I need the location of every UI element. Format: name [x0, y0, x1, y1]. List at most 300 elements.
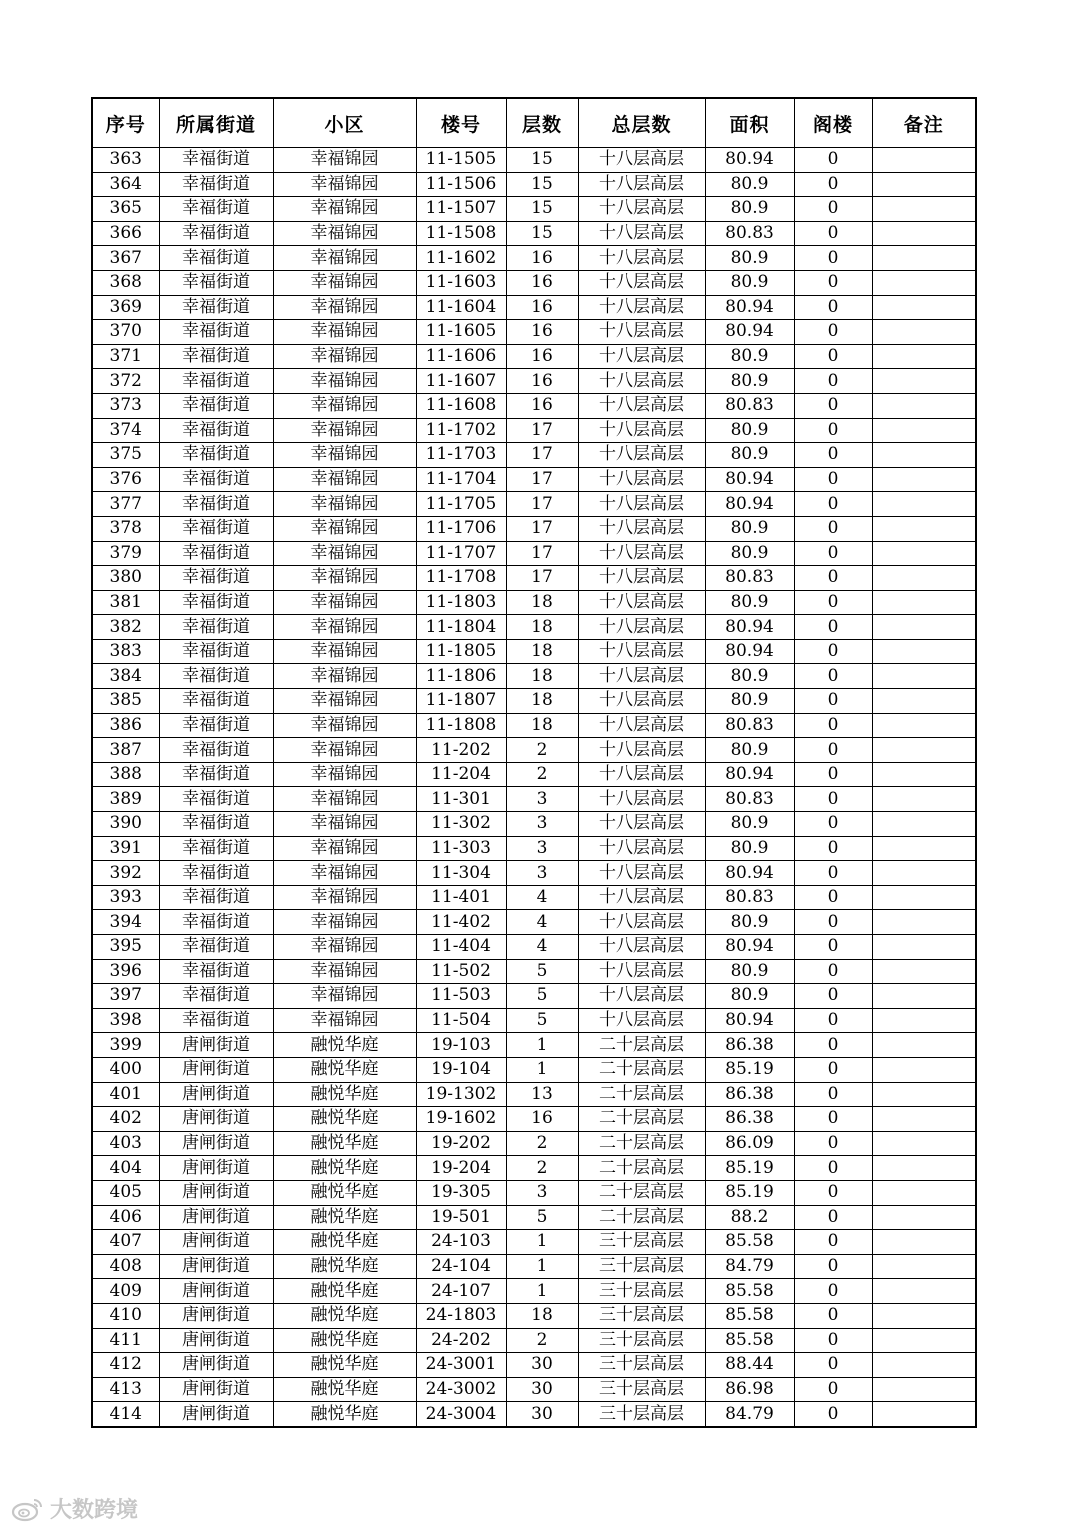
cell-area: 84.79: [705, 1254, 794, 1279]
cell-building: 11-1803: [416, 590, 506, 615]
cell-serial: 375: [92, 443, 159, 468]
cell-total-floors: 三十层高层: [578, 1402, 705, 1427]
cell-attic: 0: [794, 1205, 872, 1230]
cell-street: 唐闸街道: [159, 1353, 273, 1378]
cell-remarks: [872, 148, 976, 173]
cell-area: 85.19: [705, 1057, 794, 1082]
cell-attic: 0: [794, 270, 872, 295]
cell-attic: 0: [794, 689, 872, 714]
table-row: [92, 1082, 976, 1107]
cell-building: 24-3001: [416, 1353, 506, 1378]
cell-remarks: [872, 1254, 976, 1279]
cell-community: 幸福锦园: [273, 295, 416, 320]
cell-remarks: [872, 516, 976, 541]
cell-floor: 1: [506, 1033, 578, 1058]
cell-attic: 0: [794, 590, 872, 615]
cell-building: 11-303: [416, 836, 506, 861]
cell-community: 融悦华庭: [273, 1131, 416, 1156]
cell-remarks: [872, 492, 976, 517]
cell-area: 80.9: [705, 910, 794, 935]
cell-remarks: [872, 566, 976, 591]
cell-attic: 0: [794, 787, 872, 812]
cell-building: 11-402: [416, 910, 506, 935]
cell-community: 幸福锦园: [273, 246, 416, 271]
cell-total-floors: 十八层高层: [578, 172, 705, 197]
cell-floor: 2: [506, 738, 578, 763]
table-row: [92, 787, 976, 812]
table-row: [92, 344, 976, 369]
cell-total-floors: 十八层高层: [578, 812, 705, 837]
cell-total-floors: 十八层高层: [578, 443, 705, 468]
table-row: [92, 812, 976, 837]
cell-attic: 0: [794, 393, 872, 418]
cell-floor: 5: [506, 1205, 578, 1230]
cell-remarks: [872, 418, 976, 443]
cell-attic: 0: [794, 639, 872, 664]
cell-community: 融悦华庭: [273, 1156, 416, 1181]
weibo-logo-icon: [10, 1496, 44, 1522]
cell-community: 融悦华庭: [273, 1230, 416, 1255]
cell-serial: 392: [92, 861, 159, 886]
table-row: [92, 885, 976, 910]
cell-serial: 370: [92, 320, 159, 345]
cell-community: 幸福锦园: [273, 935, 416, 960]
cell-building: 24-104: [416, 1254, 506, 1279]
cell-serial: 373: [92, 393, 159, 418]
cell-serial: 382: [92, 615, 159, 640]
cell-floor: 16: [506, 246, 578, 271]
cell-building: 11-1605: [416, 320, 506, 345]
table-row: [92, 935, 976, 960]
cell-community: 融悦华庭: [273, 1353, 416, 1378]
table-row: [92, 664, 976, 689]
cell-remarks: [872, 1303, 976, 1328]
cell-building: 11-1604: [416, 295, 506, 320]
cell-street: 唐闸街道: [159, 1254, 273, 1279]
table-row: [92, 541, 976, 566]
cell-floor: 18: [506, 664, 578, 689]
cell-total-floors: 十八层高层: [578, 467, 705, 492]
cell-street: 幸福街道: [159, 221, 273, 246]
cell-area: 80.9: [705, 664, 794, 689]
header-street: 所属街道: [159, 98, 273, 148]
cell-street: 幸福街道: [159, 689, 273, 714]
cell-area: 80.9: [705, 516, 794, 541]
cell-area: 80.9: [705, 369, 794, 394]
cell-street: 幸福街道: [159, 787, 273, 812]
cell-building: 24-3002: [416, 1377, 506, 1402]
cell-building: 19-202: [416, 1131, 506, 1156]
cell-building: 11-1606: [416, 344, 506, 369]
cell-remarks: [872, 1082, 976, 1107]
header-floor: 层数: [506, 98, 578, 148]
cell-total-floors: 十八层高层: [578, 738, 705, 763]
table-row: [92, 172, 976, 197]
cell-total-floors: 十八层高层: [578, 984, 705, 1009]
cell-floor: 17: [506, 443, 578, 468]
header-area: 面积: [705, 98, 794, 148]
cell-community: 幸福锦园: [273, 172, 416, 197]
cell-community: 融悦华庭: [273, 1402, 416, 1427]
cell-building: 24-202: [416, 1328, 506, 1353]
cell-street: 唐闸街道: [159, 1205, 273, 1230]
cell-building: 11-401: [416, 885, 506, 910]
cell-floor: 16: [506, 393, 578, 418]
cell-community: 融悦华庭: [273, 1033, 416, 1058]
cell-area: 80.94: [705, 148, 794, 173]
table-row: [92, 861, 976, 886]
cell-attic: 0: [794, 467, 872, 492]
cell-area: 86.38: [705, 1082, 794, 1107]
cell-floor: 30: [506, 1402, 578, 1427]
cell-community: 融悦华庭: [273, 1328, 416, 1353]
cell-area: 85.58: [705, 1328, 794, 1353]
cell-remarks: [872, 713, 976, 738]
cell-street: 幸福街道: [159, 369, 273, 394]
table-row: [92, 959, 976, 984]
table-row: [92, 418, 976, 443]
cell-serial: 369: [92, 295, 159, 320]
cell-floor: 4: [506, 885, 578, 910]
cell-community: 幸福锦园: [273, 910, 416, 935]
cell-floor: 16: [506, 295, 578, 320]
cell-serial: 399: [92, 1033, 159, 1058]
table-row: [92, 590, 976, 615]
cell-total-floors: 二十层高层: [578, 1180, 705, 1205]
cell-building: 11-1807: [416, 689, 506, 714]
cell-street: 幸福街道: [159, 172, 273, 197]
cell-community: 幸福锦园: [273, 221, 416, 246]
cell-remarks: [872, 910, 976, 935]
cell-attic: 0: [794, 910, 872, 935]
cell-remarks: [872, 467, 976, 492]
table-row: [92, 1279, 976, 1304]
cell-street: 幸福街道: [159, 1008, 273, 1033]
cell-floor: 16: [506, 320, 578, 345]
table-row: [92, 221, 976, 246]
cell-floor: 4: [506, 935, 578, 960]
table-row: [92, 738, 976, 763]
cell-serial: 405: [92, 1180, 159, 1205]
cell-remarks: [872, 812, 976, 837]
cell-street: 幸福街道: [159, 713, 273, 738]
cell-building: 11-301: [416, 787, 506, 812]
header-serial: 序号: [92, 98, 159, 148]
cell-area: 80.9: [705, 246, 794, 271]
cell-building: 11-1705: [416, 492, 506, 517]
cell-remarks: [872, 1033, 976, 1058]
cell-street: 唐闸街道: [159, 1057, 273, 1082]
cell-floor: 15: [506, 197, 578, 222]
cell-remarks: [872, 615, 976, 640]
cell-street: 幸福街道: [159, 541, 273, 566]
cell-building: 11-1806: [416, 664, 506, 689]
cell-community: 幸福锦园: [273, 369, 416, 394]
cell-area: 80.9: [705, 541, 794, 566]
cell-remarks: [872, 639, 976, 664]
table-row: [92, 1402, 976, 1427]
cell-serial: 412: [92, 1353, 159, 1378]
cell-serial: 408: [92, 1254, 159, 1279]
cell-area: 80.9: [705, 590, 794, 615]
cell-attic: 0: [794, 344, 872, 369]
cell-street: 幸福街道: [159, 566, 273, 591]
cell-building: 24-1803: [416, 1303, 506, 1328]
cell-attic: 0: [794, 541, 872, 566]
table-row: [92, 910, 976, 935]
cell-remarks: [872, 1131, 976, 1156]
cell-community: 幸福锦园: [273, 541, 416, 566]
cell-serial: 406: [92, 1205, 159, 1230]
cell-community: 幸福锦园: [273, 393, 416, 418]
cell-floor: 2: [506, 1156, 578, 1181]
cell-street: 幸福街道: [159, 393, 273, 418]
cell-community: 幸福锦园: [273, 738, 416, 763]
cell-attic: 0: [794, 1377, 872, 1402]
cell-floor: 1: [506, 1279, 578, 1304]
cell-building: 24-3004: [416, 1402, 506, 1427]
cell-street: 唐闸街道: [159, 1131, 273, 1156]
table-row: [92, 1033, 976, 1058]
cell-building: 19-204: [416, 1156, 506, 1181]
cell-area: 88.44: [705, 1353, 794, 1378]
cell-building: 11-503: [416, 984, 506, 1009]
table-row: [92, 1180, 976, 1205]
cell-building: 11-1708: [416, 566, 506, 591]
cell-total-floors: 十八层高层: [578, 344, 705, 369]
cell-area: 80.9: [705, 836, 794, 861]
cell-street: 幸福街道: [159, 812, 273, 837]
cell-total-floors: 三十层高层: [578, 1377, 705, 1402]
housing-table: [91, 97, 977, 1428]
cell-attic: 0: [794, 984, 872, 1009]
cell-serial: 401: [92, 1082, 159, 1107]
cell-community: 幸福锦园: [273, 590, 416, 615]
table-row: [92, 615, 976, 640]
cell-floor: 18: [506, 713, 578, 738]
cell-street: 幸福街道: [159, 861, 273, 886]
cell-street: 唐闸街道: [159, 1303, 273, 1328]
cell-total-floors: 十八层高层: [578, 910, 705, 935]
cell-floor: 30: [506, 1377, 578, 1402]
cell-remarks: [872, 1279, 976, 1304]
table-row: [92, 984, 976, 1009]
cell-street: 唐闸街道: [159, 1230, 273, 1255]
cell-street: 唐闸街道: [159, 1082, 273, 1107]
cell-building: 11-1607: [416, 369, 506, 394]
cell-remarks: [872, 320, 976, 345]
table-row: [92, 1254, 976, 1279]
cell-floor: 2: [506, 1131, 578, 1156]
cell-remarks: [872, 1328, 976, 1353]
cell-building: 11-1507: [416, 197, 506, 222]
cell-total-floors: 十八层高层: [578, 246, 705, 271]
cell-floor: 17: [506, 467, 578, 492]
cell-remarks: [872, 885, 976, 910]
cell-attic: 0: [794, 566, 872, 591]
cell-floor: 3: [506, 861, 578, 886]
cell-floor: 15: [506, 221, 578, 246]
cell-building: 19-104: [416, 1057, 506, 1082]
cell-total-floors: 十八层高层: [578, 689, 705, 714]
cell-floor: 16: [506, 270, 578, 295]
table-header-row: [92, 98, 976, 148]
cell-floor: 16: [506, 344, 578, 369]
cell-area: 85.58: [705, 1303, 794, 1328]
cell-street: 幸福街道: [159, 246, 273, 271]
cell-total-floors: 三十层高层: [578, 1353, 705, 1378]
cell-attic: 0: [794, 812, 872, 837]
cell-building: 11-1603: [416, 270, 506, 295]
cell-street: 唐闸街道: [159, 1107, 273, 1132]
cell-total-floors: 十八层高层: [578, 615, 705, 640]
cell-total-floors: 十八层高层: [578, 1008, 705, 1033]
cell-area: 80.94: [705, 935, 794, 960]
cell-community: 融悦华庭: [273, 1082, 416, 1107]
cell-floor: 5: [506, 984, 578, 1009]
cell-serial: 366: [92, 221, 159, 246]
cell-remarks: [872, 787, 976, 812]
cell-attic: 0: [794, 172, 872, 197]
cell-building: 11-1508: [416, 221, 506, 246]
cell-street: 幸福街道: [159, 197, 273, 222]
cell-area: 80.9: [705, 984, 794, 1009]
cell-remarks: [872, 1057, 976, 1082]
cell-remarks: [872, 689, 976, 714]
table-row: [92, 393, 976, 418]
cell-street: 唐闸街道: [159, 1328, 273, 1353]
cell-attic: 0: [794, 615, 872, 640]
cell-total-floors: 十八层高层: [578, 516, 705, 541]
cell-remarks: [872, 221, 976, 246]
cell-building: 11-1706: [416, 516, 506, 541]
cell-serial: 391: [92, 836, 159, 861]
cell-community: 幸福锦园: [273, 492, 416, 517]
cell-building: 11-1704: [416, 467, 506, 492]
cell-street: 幸福街道: [159, 320, 273, 345]
cell-serial: 411: [92, 1328, 159, 1353]
cell-remarks: [872, 344, 976, 369]
table-row: [92, 270, 976, 295]
cell-total-floors: 二十层高层: [578, 1107, 705, 1132]
table-row: [92, 1303, 976, 1328]
cell-total-floors: 十八层高层: [578, 148, 705, 173]
cell-serial: 397: [92, 984, 159, 1009]
cell-serial: 410: [92, 1303, 159, 1328]
cell-serial: 380: [92, 566, 159, 591]
cell-floor: 16: [506, 369, 578, 394]
cell-remarks: [872, 246, 976, 271]
cell-floor: 30: [506, 1353, 578, 1378]
cell-street: 幸福街道: [159, 443, 273, 468]
cell-building: 19-103: [416, 1033, 506, 1058]
table-row: [92, 467, 976, 492]
cell-total-floors: 十八层高层: [578, 566, 705, 591]
cell-remarks: [872, 738, 976, 763]
cell-serial: 386: [92, 713, 159, 738]
cell-remarks: [872, 959, 976, 984]
cell-attic: 0: [794, 369, 872, 394]
table-row: [92, 148, 976, 173]
cell-floor: 3: [506, 836, 578, 861]
cell-total-floors: 十八层高层: [578, 935, 705, 960]
cell-attic: 0: [794, 885, 872, 910]
cell-total-floors: 二十层高层: [578, 1057, 705, 1082]
cell-community: 融悦华庭: [273, 1180, 416, 1205]
cell-remarks: [872, 541, 976, 566]
table-row: [92, 566, 976, 591]
cell-building: 19-1602: [416, 1107, 506, 1132]
cell-remarks: [872, 1353, 976, 1378]
cell-remarks: [872, 1156, 976, 1181]
cell-street: 幸福街道: [159, 467, 273, 492]
table-row: [92, 369, 976, 394]
cell-building: 11-1707: [416, 541, 506, 566]
cell-floor: 17: [506, 492, 578, 517]
cell-serial: 393: [92, 885, 159, 910]
cell-attic: 0: [794, 959, 872, 984]
cell-community: 幸福锦园: [273, 713, 416, 738]
cell-community: 幸福锦园: [273, 1008, 416, 1033]
cell-street: 幸福街道: [159, 639, 273, 664]
cell-total-floors: 十八层高层: [578, 713, 705, 738]
cell-area: 80.83: [705, 713, 794, 738]
cell-attic: 0: [794, 1082, 872, 1107]
cell-serial: 395: [92, 935, 159, 960]
cell-area: 80.94: [705, 1008, 794, 1033]
cell-attic: 0: [794, 1230, 872, 1255]
header-remarks: 备注: [872, 98, 976, 148]
cell-remarks: [872, 1180, 976, 1205]
cell-serial: 404: [92, 1156, 159, 1181]
cell-building: 11-302: [416, 812, 506, 837]
cell-area: 80.9: [705, 959, 794, 984]
cell-serial: 400: [92, 1057, 159, 1082]
cell-attic: 0: [794, 1008, 872, 1033]
cell-area: 85.58: [705, 1279, 794, 1304]
cell-floor: 13: [506, 1082, 578, 1107]
table-row: [92, 1008, 976, 1033]
cell-total-floors: 十八层高层: [578, 885, 705, 910]
cell-area: 80.9: [705, 172, 794, 197]
cell-attic: 0: [794, 1254, 872, 1279]
cell-street: 唐闸街道: [159, 1377, 273, 1402]
cell-community: 幸福锦园: [273, 566, 416, 591]
cell-area: 84.79: [705, 1402, 794, 1427]
cell-total-floors: 二十层高层: [578, 1205, 705, 1230]
cell-serial: 403: [92, 1131, 159, 1156]
cell-attic: 0: [794, 762, 872, 787]
cell-community: 幸福锦园: [273, 270, 416, 295]
cell-serial: 396: [92, 959, 159, 984]
cell-serial: 374: [92, 418, 159, 443]
cell-area: 86.38: [705, 1033, 794, 1058]
table-row: [92, 836, 976, 861]
cell-community: 融悦华庭: [273, 1254, 416, 1279]
cell-total-floors: 十八层高层: [578, 861, 705, 886]
cell-building: 11-1805: [416, 639, 506, 664]
table-row: [92, 1205, 976, 1230]
cell-total-floors: 十八层高层: [578, 787, 705, 812]
cell-building: 24-103: [416, 1230, 506, 1255]
cell-community: 幸福锦园: [273, 443, 416, 468]
cell-area: 86.38: [705, 1107, 794, 1132]
cell-remarks: [872, 1230, 976, 1255]
cell-remarks: [872, 935, 976, 960]
cell-serial: 363: [92, 148, 159, 173]
cell-street: 幸福街道: [159, 270, 273, 295]
cell-street: 幸福街道: [159, 516, 273, 541]
